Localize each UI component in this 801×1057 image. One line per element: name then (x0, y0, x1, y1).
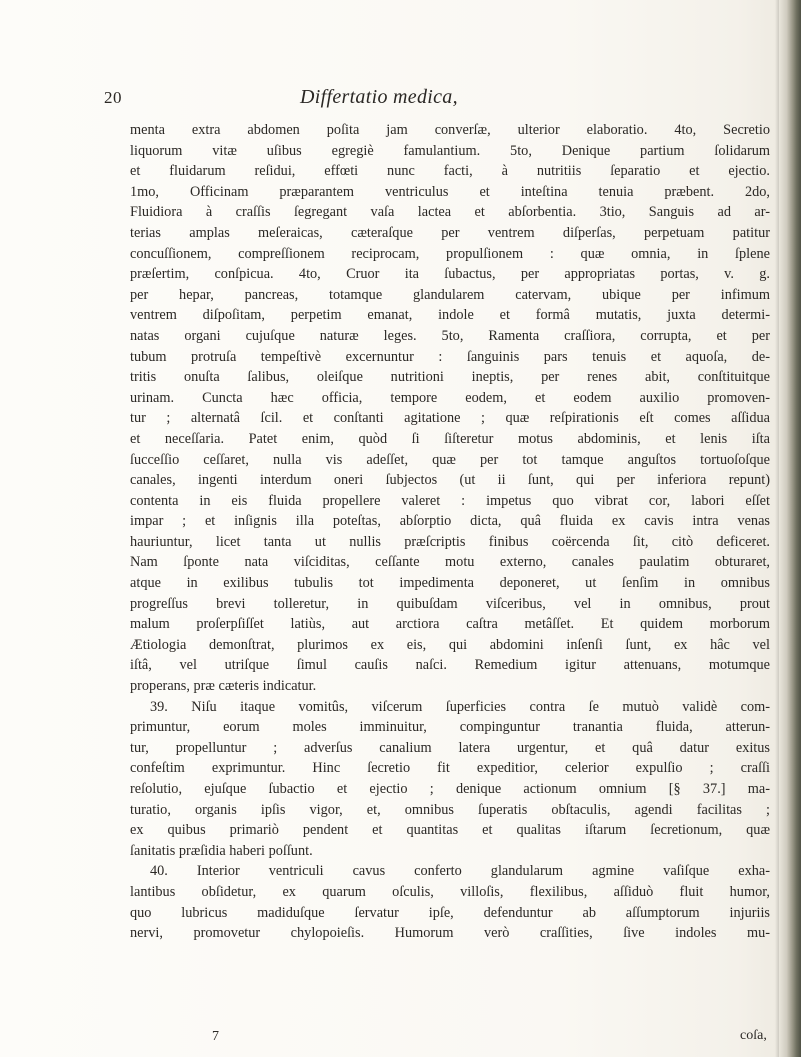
text-line: terias amplas meſeraicas, cæteraſque per ventrem diſperſas, perpetuam patitur (130, 224, 770, 241)
text-line: ſanitatis præſidia haberi poſſunt. (130, 842, 313, 859)
text-line: Fluidiora à craſſis ſegregant vaſa lactea et abſorbentia. 3tio, Sanguis ad ar- (130, 204, 770, 221)
text-line: tur ; alternatâ ſcil. et conſtanti agitatione ; quæ reſpirationis eſt comes aſſidua (130, 410, 770, 427)
text-line: atque in exilibus tubulis tot impedimenta deponeret, ut ſenſim in omnibus (130, 575, 770, 592)
catchword: coſa, (740, 1028, 767, 1043)
text-line: 1mo, Officinam præparantem ventriculus et inteſtina tenuia præbent. 2do, (130, 183, 770, 200)
running-title: Differtatio medica, (300, 86, 458, 108)
text-line: urinam. Cuncta hæc officia, tempore eodem, et eodem auxilio promoven- (130, 389, 770, 406)
text-line: tur, propelluntur ; adverſus canalium latera urgentur, et quâ datur exitus (130, 739, 770, 756)
text-line: et neceſſaria. Patet enim, quòd ſi ſiſteretur motus abdominis, et lenis iſta (130, 430, 770, 447)
text-line: et fluidarum reſidui, effœti nunc facti, à nutritiis ſeparatio et ejectio. (130, 163, 770, 180)
text-line: tubum protruſa tempeſtivè excernuntur : ſanguinis pars tenuis et aquoſa, de- (130, 348, 770, 365)
text-line: iſtâ, vel utriſque ſimul cauſis naſci. Remedium igitur attenuans, motumque (130, 657, 770, 674)
page-gutter (779, 0, 801, 1057)
text-line: concuſſionem, compreſſionem reciprocam, propulſionem : quæ omnia, in ſplene (130, 245, 770, 262)
paragraph-40-line: 40. Interior ventriculi cavus conferto glandularum agmine vaſiſque exha- (150, 863, 770, 880)
text-line: properans, præ cæteris indicatur. (130, 678, 317, 695)
text-line: menta extra abdomen poſita jam converſæ, ulterior elaboratio. 4to, Secretio (130, 122, 770, 138)
text-line: præſertim, conſpicua. 4to, Cruor ita ſubactus, per appropriatas portas, v. g. (130, 266, 770, 283)
paragraph-39-line: 39. Niſu itaque vomitûs, viſcerum ſuperficies contra ſe mutuò validè com- (150, 698, 770, 715)
text-line: impar ; et inſignis illa poteſtas, abſorptio dicta, quâ fluida ex cavis intra venas (130, 513, 770, 530)
text-line: natas organi cujuſque naturæ leges. 5to, Ramenta craſſiora, corrupta, et per (130, 327, 770, 344)
text-line: malum proſerpſiſſet latiùs, aut arctiora caſtra metâſſet. Et quidem morborum (130, 616, 770, 633)
text-line: per hepar, pancreas, totamque glandularem catervam, ubique per infimum (130, 286, 770, 303)
text-line: liquorum vitæ uſibus egregiè famulantium. 5to, Denique partium ſolidarum (130, 142, 770, 159)
page-header (0, 88, 801, 114)
text-line: Ætiologia demonſtrat, plurimos ex eis, qui abdomini inſenſi ſunt, ex hâc vel (130, 636, 770, 653)
text-line: ex quibus primariò pendent et quantitas et qualitas iſtarum ſecretionum, quæ (130, 822, 770, 839)
text-line: reſolutio, ejuſque ſubactio et ejectio ; denique actionum omnium [§ 37.] ma- (130, 781, 770, 797)
text-line: turatio, organis ipſis vigor, et, omnibus ſuperatis obſtaculis, agendi facilitas ; (130, 801, 770, 818)
text-line: hauriuntur, licet tanta ut nullis præſcriptis finibus coërcenda ſit, citò deficeret. (130, 533, 770, 550)
text-line: confeſtim exprimuntur. Hinc ſecretio fit expeditior, celerior expulſio ; craſſi (130, 760, 770, 777)
text-line: quo lubricus madiduſque ſervatur ipſe, defenduntur ab aſſumptorum injuriis (130, 904, 770, 921)
text-line: ventrem diſpoſitam, perpetim emanat, indole et formâ mutatis, juxta determi- (130, 307, 770, 324)
text-line: canales, ingenti interdum oneri ſubjectos (ut ii ſunt, qui per inferiora repunt) (130, 472, 770, 489)
text-line: lantibus obſidetur, ex quarum oſculis, villoſis, flexilibus, aſſiduò fluit humor, (130, 883, 770, 900)
page-number: 20 (104, 88, 122, 107)
text-line: nervi, promovetur chylopoieſis. Humorum verò craſſities, ſive indoles mu- (130, 925, 770, 942)
text-line: ſucceſſio ceſſaret, nulla vis adeſſet, quæ per tot tamque anguſtos tortuoſoſque (130, 451, 770, 468)
text-line: Nam ſponte nata viſciditas, ceſſante motu externo, canales paulatim obturaret, (130, 554, 770, 571)
text-line: primuntur, eorum moles imminuitur, compinguntur tranantia fluida, atterun- (130, 719, 770, 736)
text-line: progreſſus brevi tolleretur, in quibuſdam viſceribus, vel in omnibus, prout (130, 595, 770, 612)
text-line: tritis onuſta ſalibus, oleiſque nutritioni ineptis, per renes abit, conſtituitque (130, 369, 770, 386)
text-line: contenta in eis fluida propellere valeret : impetus quo vibrat cor, labori eſſet (130, 492, 770, 509)
body-text (130, 120, 770, 944)
printer-signature: 7 (212, 1029, 219, 1044)
